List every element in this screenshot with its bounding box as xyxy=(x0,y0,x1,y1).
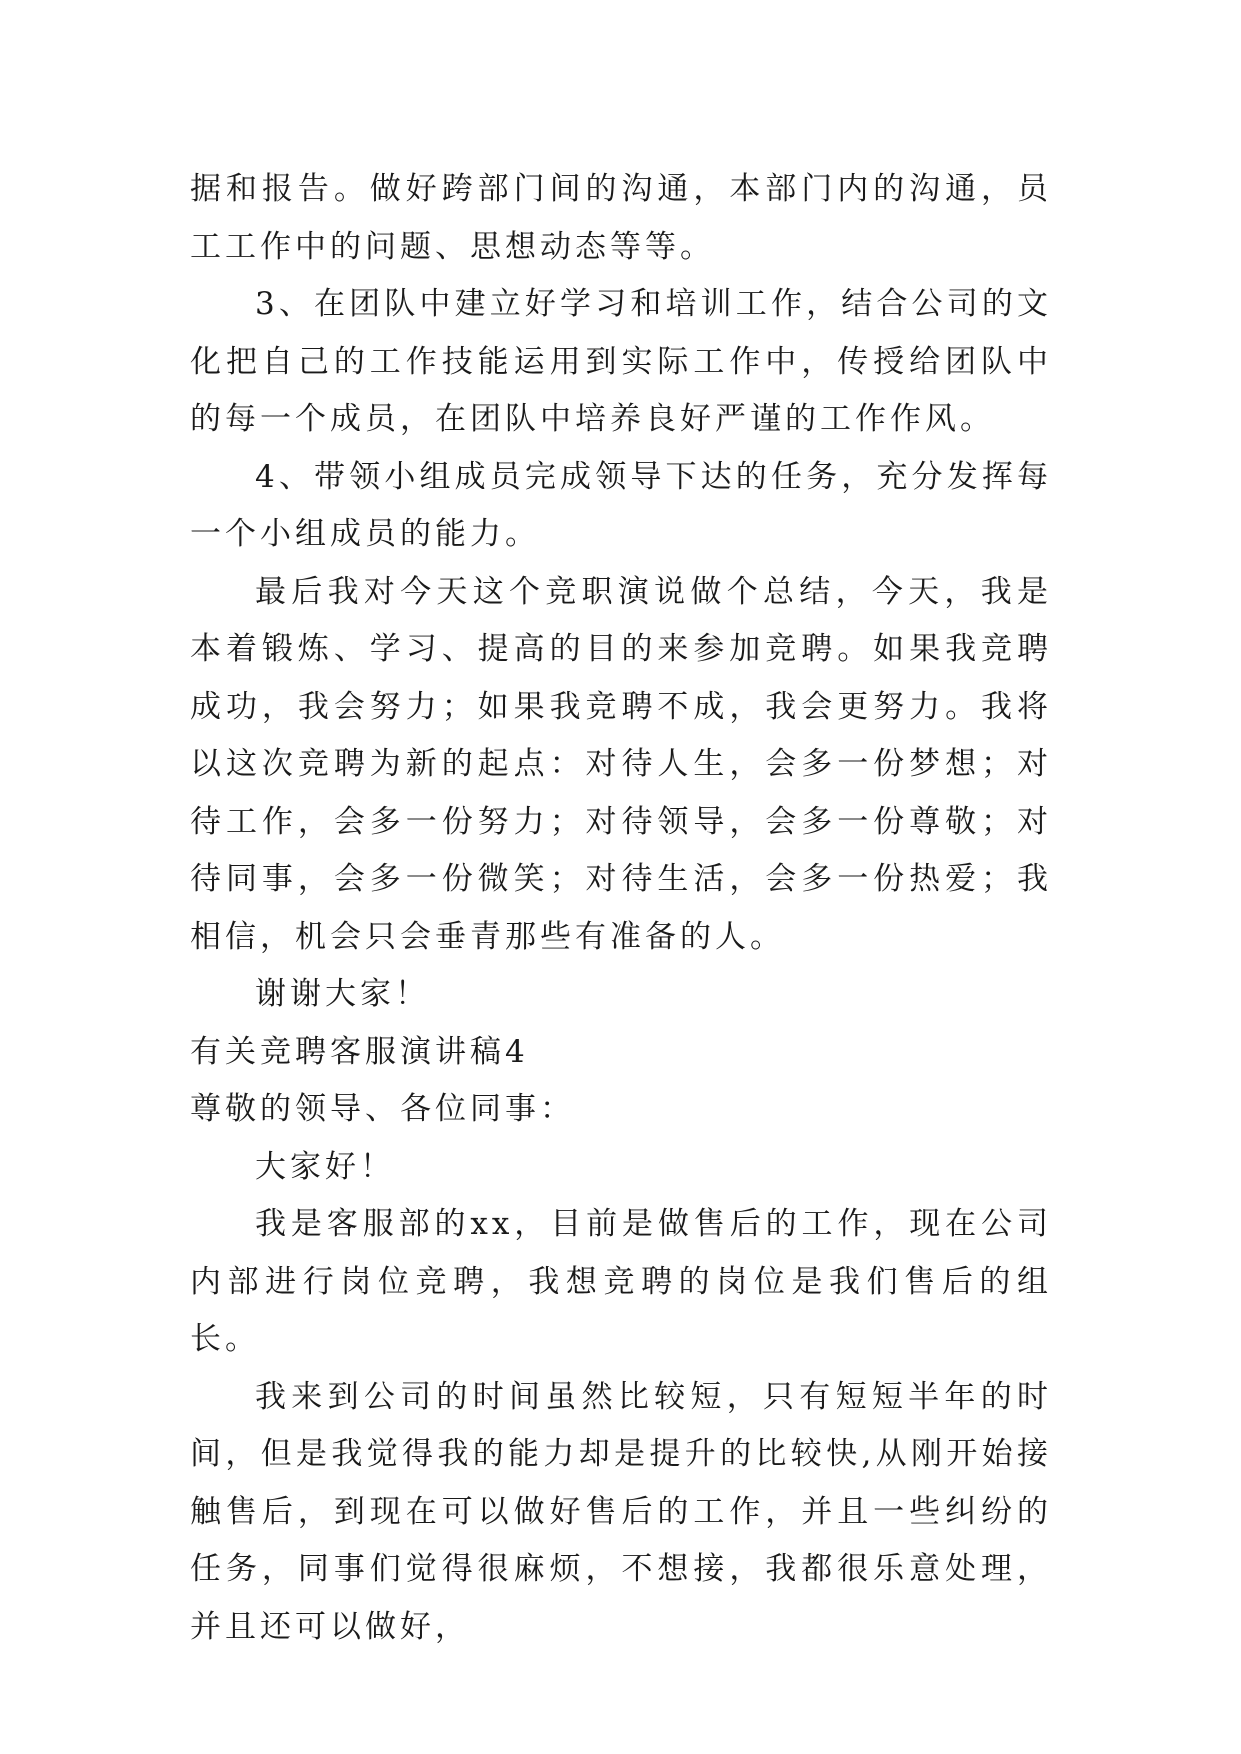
paragraph-reporting: 据和报告。做好跨部门间的沟通，本部门内的沟通，员工工作中的问题、思想动态等等。 xyxy=(190,171,1052,265)
salutation: 尊敬的领导、各位同事： xyxy=(190,1091,575,1127)
document-body xyxy=(190,161,1052,1656)
paragraph-experience: 我来到公司的时间虽然比较短，只有短短半年的时间，但是我觉得我的能力却是提升的比较快,从刚开始接触售后，到现在可以做好售后的工作，并且一些纠纷的任务，同事们觉得很麻烦，不想接，我都很乐意处理，并且还可以做好， xyxy=(190,1378,1052,1645)
paragraph-item-3: 3、在团队中建立好学习和培训工作，结合公司的文化把自己的工作技能运用到实际工作中，传授给团队中的每一个成员，在团队中培养良好严谨的工作作风。 xyxy=(190,286,1052,437)
paragraph-item-4: 4、带领小组成员完成领导下达的任务，充分发挥每一个小组成员的能力。 xyxy=(190,458,1052,552)
paragraph-thanks: 谢谢大家！ xyxy=(255,976,430,1012)
paragraph-introduction: 我是客服部的xx，目前是做售后的工作，现在公司内部进行岗位竞聘，我想竞聘的岗位是我们售后的组长。 xyxy=(190,1206,1052,1357)
paragraph-conclusion: 最后我对今天这个竞职演说做个总结，今天，我是本着锻炼、学习、提高的目的来参加竞聘。如果我竞聘成功，我会努力；如果我竞聘不成，我会更努力。我将以这次竞聘为新的起点：对待人生，会多一份梦想；对待工作，会多一份努力；对待领导，会多一份尊敬；对待同事，会多一份微笑；对待生活，会多一份热爱；我相信，机会只会垂青那些有准备的人。 xyxy=(190,573,1052,955)
section-title: 有关竞聘客服演讲稿4 xyxy=(190,1033,529,1070)
paragraph-greeting: 大家好！ xyxy=(255,1148,395,1185)
